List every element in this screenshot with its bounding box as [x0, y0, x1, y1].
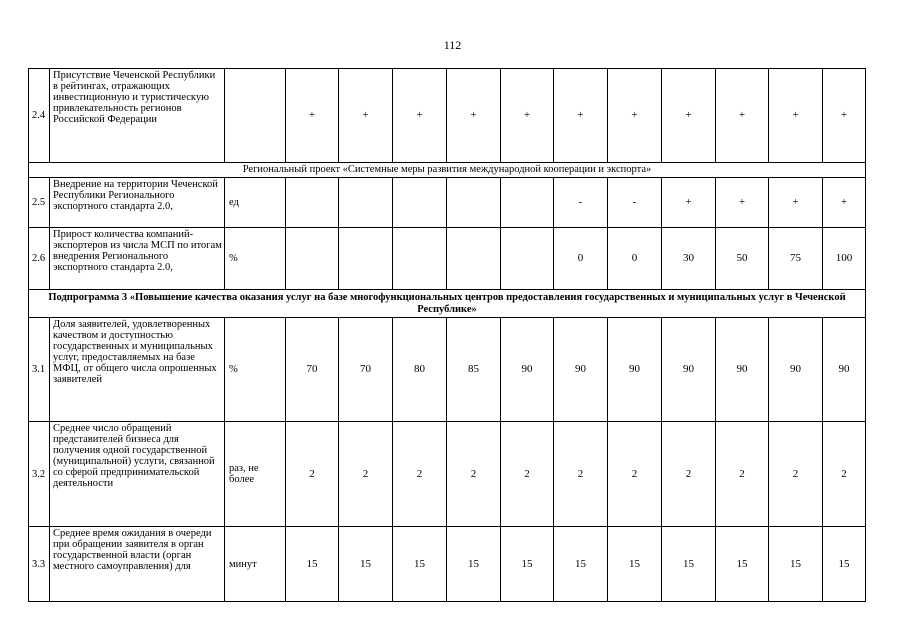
value-cell: + [501, 69, 554, 163]
row-number: 2.5 [29, 178, 50, 228]
value-cell: 90 [662, 318, 716, 422]
value-cell: 2 [286, 422, 339, 527]
value-cell: + [447, 69, 501, 163]
value-cell: 2 [716, 422, 769, 527]
value-cell: 0 [608, 228, 662, 290]
row-number: 3.3 [29, 527, 50, 602]
value-cell: 2 [339, 422, 393, 527]
section-title: Подпрограмма 3 «Повышение качества оказания услуг на базе многофункциональных центров предоставления государственных и муниципальных услуг в Чеченской Республике» [29, 290, 866, 318]
value-cell: 2 [769, 422, 823, 527]
value-cell: + [662, 178, 716, 228]
table-row [29, 422, 866, 527]
unit-cell: раз, не более [225, 422, 286, 527]
value-cell: 15 [501, 527, 554, 602]
value-cell: 90 [769, 318, 823, 422]
value-cell: 90 [608, 318, 662, 422]
value-cell: 0 [554, 228, 608, 290]
row-number: 3.1 [29, 318, 50, 422]
table-row [29, 318, 866, 422]
value-cell: 2 [608, 422, 662, 527]
value-cell: + [339, 69, 393, 163]
indicator-name: Доля заявителей, удовлетворенных качеством и доступностью государственных и муниципальных услуг, предоставляемых на базе МФЦ, от общего числа опрошенных заявителей [50, 318, 225, 422]
value-cell: 2 [823, 422, 866, 527]
value-cell [393, 178, 447, 228]
value-cell: 70 [339, 318, 393, 422]
section-row [29, 290, 866, 318]
value-cell [501, 178, 554, 228]
value-cell: + [823, 69, 866, 163]
value-cell [447, 228, 501, 290]
value-cell: 90 [554, 318, 608, 422]
unit-cell [225, 69, 286, 163]
value-cell: + [608, 69, 662, 163]
value-cell: 100 [823, 228, 866, 290]
value-cell: 75 [769, 228, 823, 290]
value-cell: + [769, 69, 823, 163]
page-number: 112 [443, 38, 462, 52]
value-cell: + [286, 69, 339, 163]
value-cell: 2 [554, 422, 608, 527]
value-cell [286, 178, 339, 228]
indicator-name: Среднее время ожидания в очереди при обращении заявителя в орган государственной власти (орган местного самоуправления) для [50, 527, 225, 602]
indicators-table [28, 68, 866, 602]
value-cell: 15 [447, 527, 501, 602]
value-cell: 90 [501, 318, 554, 422]
value-cell: 15 [554, 527, 608, 602]
value-cell: 15 [339, 527, 393, 602]
value-cell: + [716, 69, 769, 163]
value-cell: 2 [447, 422, 501, 527]
value-cell [393, 228, 447, 290]
unit-cell: минут [225, 527, 286, 602]
unit-cell: % [225, 228, 286, 290]
value-cell: 85 [447, 318, 501, 422]
unit-cell: % [225, 318, 286, 422]
value-cell: 2 [393, 422, 447, 527]
value-cell: 50 [716, 228, 769, 290]
value-cell: 2 [501, 422, 554, 527]
value-cell: 30 [662, 228, 716, 290]
value-cell: + [554, 69, 608, 163]
value-cell: 80 [393, 318, 447, 422]
value-cell: + [716, 178, 769, 228]
indicator-name: Прирост количества компаний-экспортеров из числа МСП по итогам внедрения Регионального экспортного стандарта 2.0, [50, 228, 225, 290]
value-cell: 15 [823, 527, 866, 602]
value-cell: 15 [769, 527, 823, 602]
value-cell: 15 [716, 527, 769, 602]
value-cell [339, 228, 393, 290]
value-cell: - [608, 178, 662, 228]
indicator-name: Внедрение на территории Чеченской Республики Регионального экспортного стандарта 2.0, [50, 178, 225, 228]
value-cell: + [823, 178, 866, 228]
row-number: 2.4 [29, 69, 50, 163]
value-cell [286, 228, 339, 290]
section-title: Региональный проект «Системные меры развития международной кооперации и экспорта» [29, 163, 866, 178]
value-cell: 90 [823, 318, 866, 422]
value-cell [501, 228, 554, 290]
value-cell: 2 [662, 422, 716, 527]
value-cell: + [393, 69, 447, 163]
unit-cell: ед [225, 178, 286, 228]
value-cell: + [662, 69, 716, 163]
row-number: 3.2 [29, 422, 50, 527]
section-row [29, 163, 866, 178]
indicator-name: Присутствие Чеченской Республики в рейтингах, отражающих инвестиционную и туристическую привлекательность регионов Российской Федерации [50, 69, 225, 163]
table-row [29, 69, 866, 163]
value-cell: 15 [286, 527, 339, 602]
value-cell: 15 [662, 527, 716, 602]
table-row [29, 228, 866, 290]
value-cell: 70 [286, 318, 339, 422]
indicator-name: Среднее число обращений представителей бизнеса для получения одной государственной (муниципальной) услуги, связанной со сферой предпринимательской деятельности [50, 422, 225, 527]
value-cell: - [554, 178, 608, 228]
value-cell: 15 [393, 527, 447, 602]
value-cell: 90 [716, 318, 769, 422]
row-number: 2.6 [29, 228, 50, 290]
table-row [29, 178, 866, 228]
table-row [29, 527, 866, 602]
value-cell: + [769, 178, 823, 228]
value-cell: 15 [608, 527, 662, 602]
value-cell [447, 178, 501, 228]
value-cell [339, 178, 393, 228]
